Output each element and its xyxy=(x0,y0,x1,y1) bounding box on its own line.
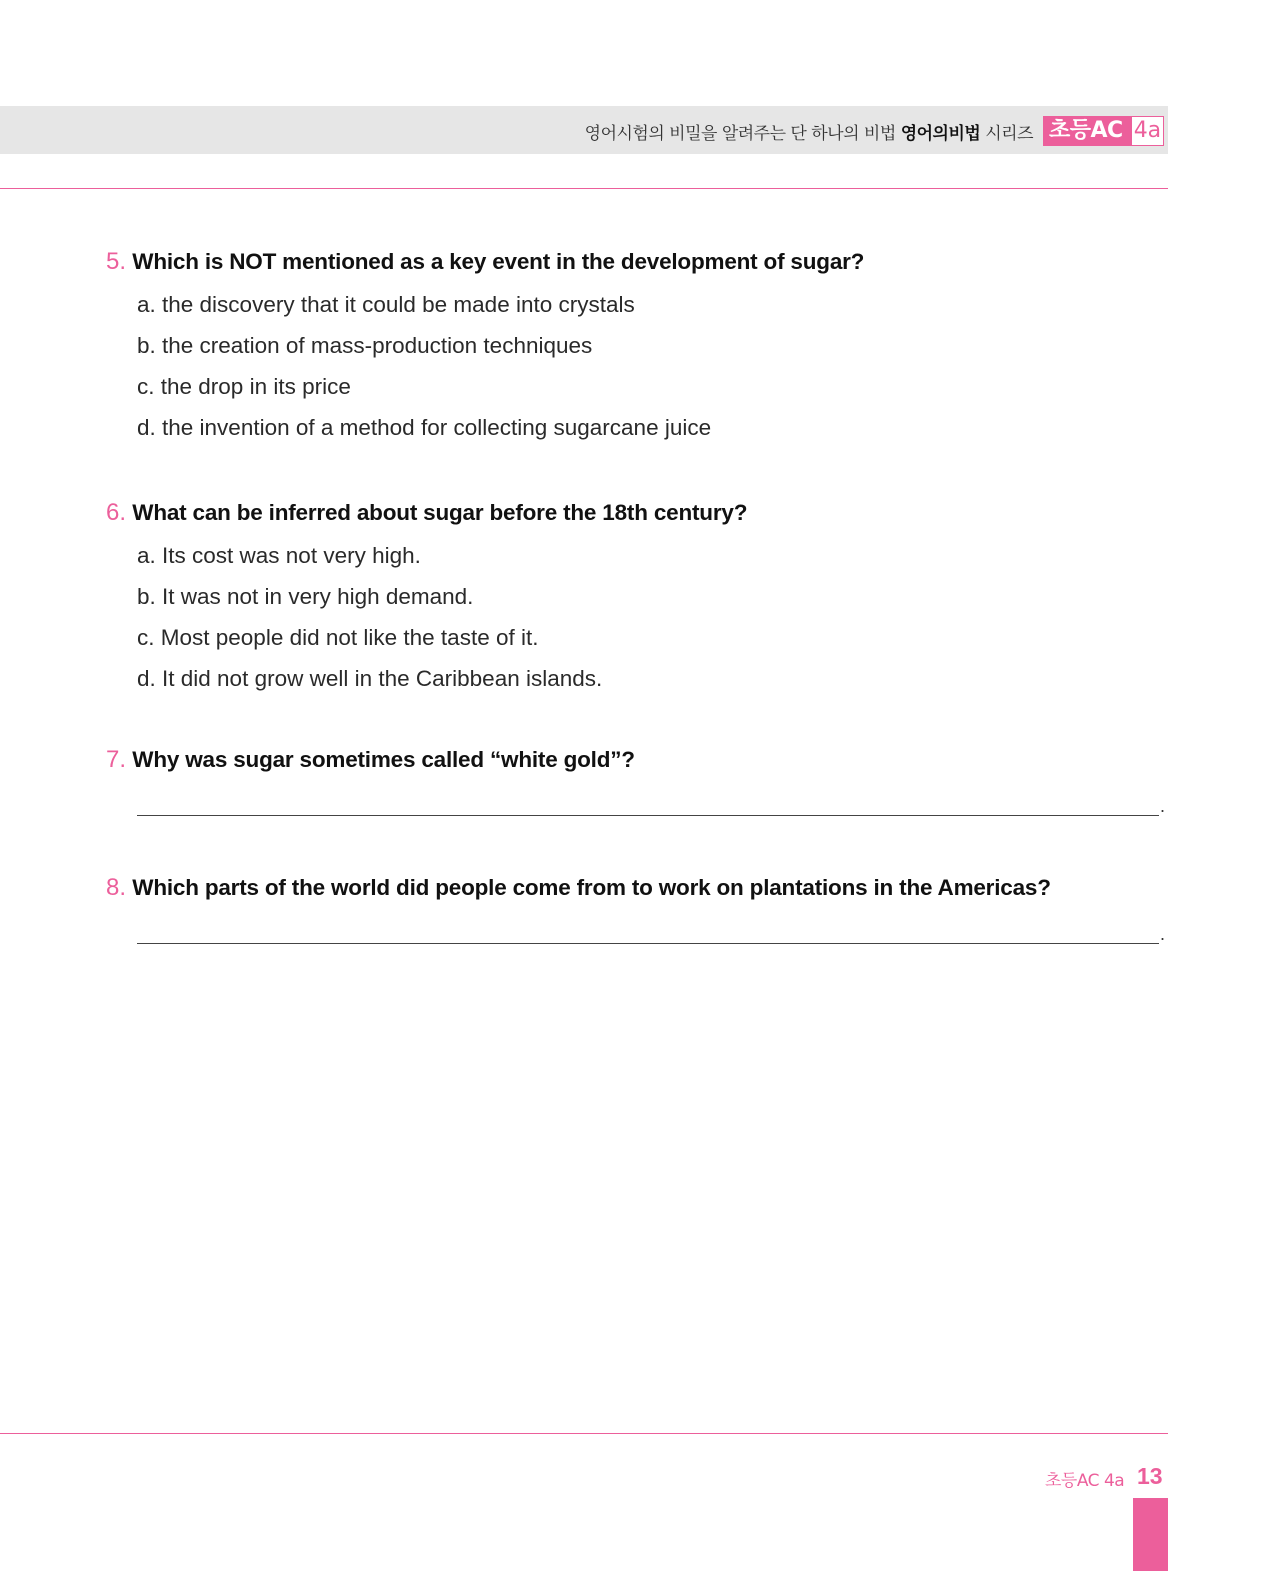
option-5d[interactable]: d. the invention of a method for collecting sugarcane juice xyxy=(137,415,712,440)
footer-label: 초등AC 4a xyxy=(1045,1471,1125,1491)
question-text: Which parts of the world did people come from to work on plantations in the Americas? xyxy=(132,875,1051,900)
option-5c[interactable]: c. the drop in its price xyxy=(137,374,351,399)
question-number: 8. xyxy=(106,874,127,901)
question-number: 6. xyxy=(106,499,127,526)
answer-end-7: . xyxy=(1160,796,1166,816)
question-number: 5. xyxy=(106,248,127,275)
page-number: 13 xyxy=(1137,1463,1163,1489)
footer-rule xyxy=(0,1433,1168,1434)
option-6d[interactable]: d. It did not grow well in the Caribbean islands. xyxy=(137,666,603,691)
series-title xyxy=(585,119,1033,144)
answer-line-8[interactable] xyxy=(137,943,1159,944)
option-6a[interactable]: a. Its cost was not very high. xyxy=(137,543,421,568)
question-7 xyxy=(106,746,635,774)
option-5b[interactable]: b. the creation of mass-production techniques xyxy=(137,333,593,358)
series-suffix: 시리즈 xyxy=(985,124,1033,144)
level-badge xyxy=(1043,116,1164,146)
answer-end-8: . xyxy=(1160,924,1166,944)
page-tab xyxy=(1133,1498,1168,1571)
question-number: 7. xyxy=(106,746,127,773)
option-6b[interactable]: b. It was not in very high demand. xyxy=(137,584,474,609)
option-5a[interactable]: a. the discovery that it could be made into crystals xyxy=(137,292,635,317)
badge-main: 초등AC xyxy=(1043,116,1131,146)
question-6 xyxy=(106,499,747,527)
question-text: What can be inferred about sugar before the 18th century? xyxy=(132,500,748,525)
series-text: 영어시험의 비밀을 알려주는 단 하나의 비법 xyxy=(584,124,896,144)
header-rule xyxy=(0,188,1168,189)
question-5 xyxy=(106,248,864,276)
badge-sub: 4a xyxy=(1131,116,1164,146)
series-bold: 영어의비법 xyxy=(900,124,981,144)
option-6c[interactable]: c. Most people did not like the taste of it. xyxy=(137,625,539,650)
answer-line-7[interactable] xyxy=(137,815,1159,816)
question-text: Which is NOT mentioned as a key event in the development of sugar? xyxy=(132,249,865,274)
question-8 xyxy=(106,874,1051,902)
question-text: Why was sugar sometimes called “white gold”? xyxy=(132,747,635,772)
